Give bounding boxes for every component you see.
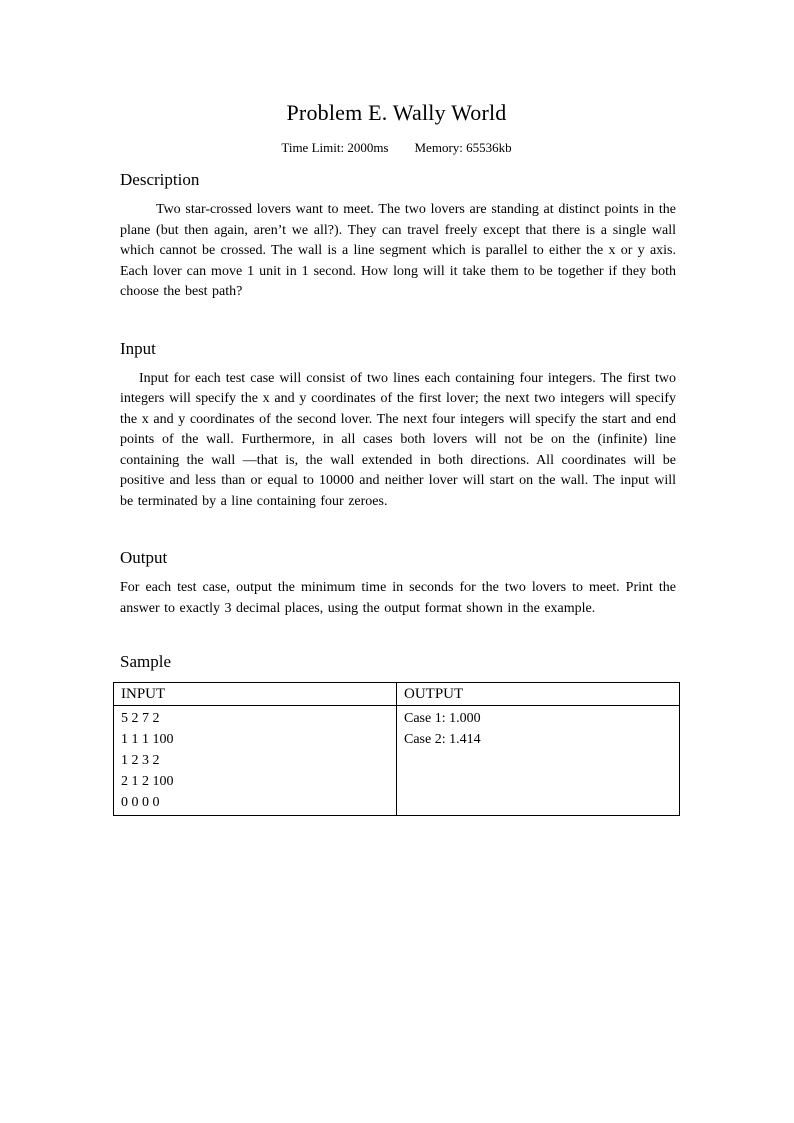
- time-limit-label: Time Limit: 2000ms: [281, 140, 389, 155]
- sample-input-line: 2 1 2 100: [121, 774, 174, 789]
- sample-input-line: 1 2 3 2: [121, 753, 160, 768]
- description-heading: Description: [120, 170, 200, 189]
- output-text: For each test case, output the minimum time in seconds for the two lovers to meet. Print the answer to exactly 3 decimal places, using the output format shown in the example.: [120, 580, 676, 616]
- input-heading: Input: [120, 338, 156, 358]
- sample-table-header-row: [114, 683, 680, 706]
- sample-output-line: Case 2: 1.414: [404, 732, 481, 747]
- sample-table-body-row: [114, 706, 680, 816]
- sample-output-line: Case 1: 1.000: [404, 711, 481, 726]
- sample-input-line: 0 0 0 0: [121, 795, 160, 810]
- sample-heading: Sample: [120, 652, 171, 671]
- sample-input-line: 5 2 7 2: [121, 711, 160, 726]
- sample-output-header: OUTPUT: [397, 683, 680, 706]
- problem-limits: [113, 140, 680, 156]
- problem-statement: [113, 0, 680, 816]
- sample-input-header: INPUT: [114, 683, 397, 706]
- description-text: Two star-crossed lovers want to meet. The two lovers are standing at distinct points in the plane (but then again, aren’t we all?). They can travel freely except that there is a single wall which cannot be crossed. The wall is a line segment which is parallel to either the x or y axis. Each lover can move 1 unit in 1 second. How long will it take them to be together if they both choose the best path?: [120, 202, 676, 299]
- sample-output-cell: [397, 706, 680, 816]
- input-text: Input for each test case will consist of two lines each containing four integers. The first two integers will specify the x and y coordinates of the first lover; the next two integers will specify the x and y coordinates of the second lover. The next four integers will specify the start and end points of the wall. Furthermore, in all cases both lovers will not be on the (infinite) line containing the wall —that is, the wall extended in both directions. All coordinates will be positive and less than or equal to 10000 and neither lover will start on the wall. The input will be terminated by a line containing four zeroes.: [120, 370, 676, 509]
- sample-table: [113, 682, 680, 816]
- memory-limit-label: Memory: 65536kb: [414, 140, 512, 155]
- sample-input-cell: [114, 706, 397, 816]
- page-title: Problem E. Wally World: [286, 100, 507, 125]
- output-heading: Output: [120, 548, 168, 567]
- sample-input-line: 1 1 1 100: [121, 732, 174, 747]
